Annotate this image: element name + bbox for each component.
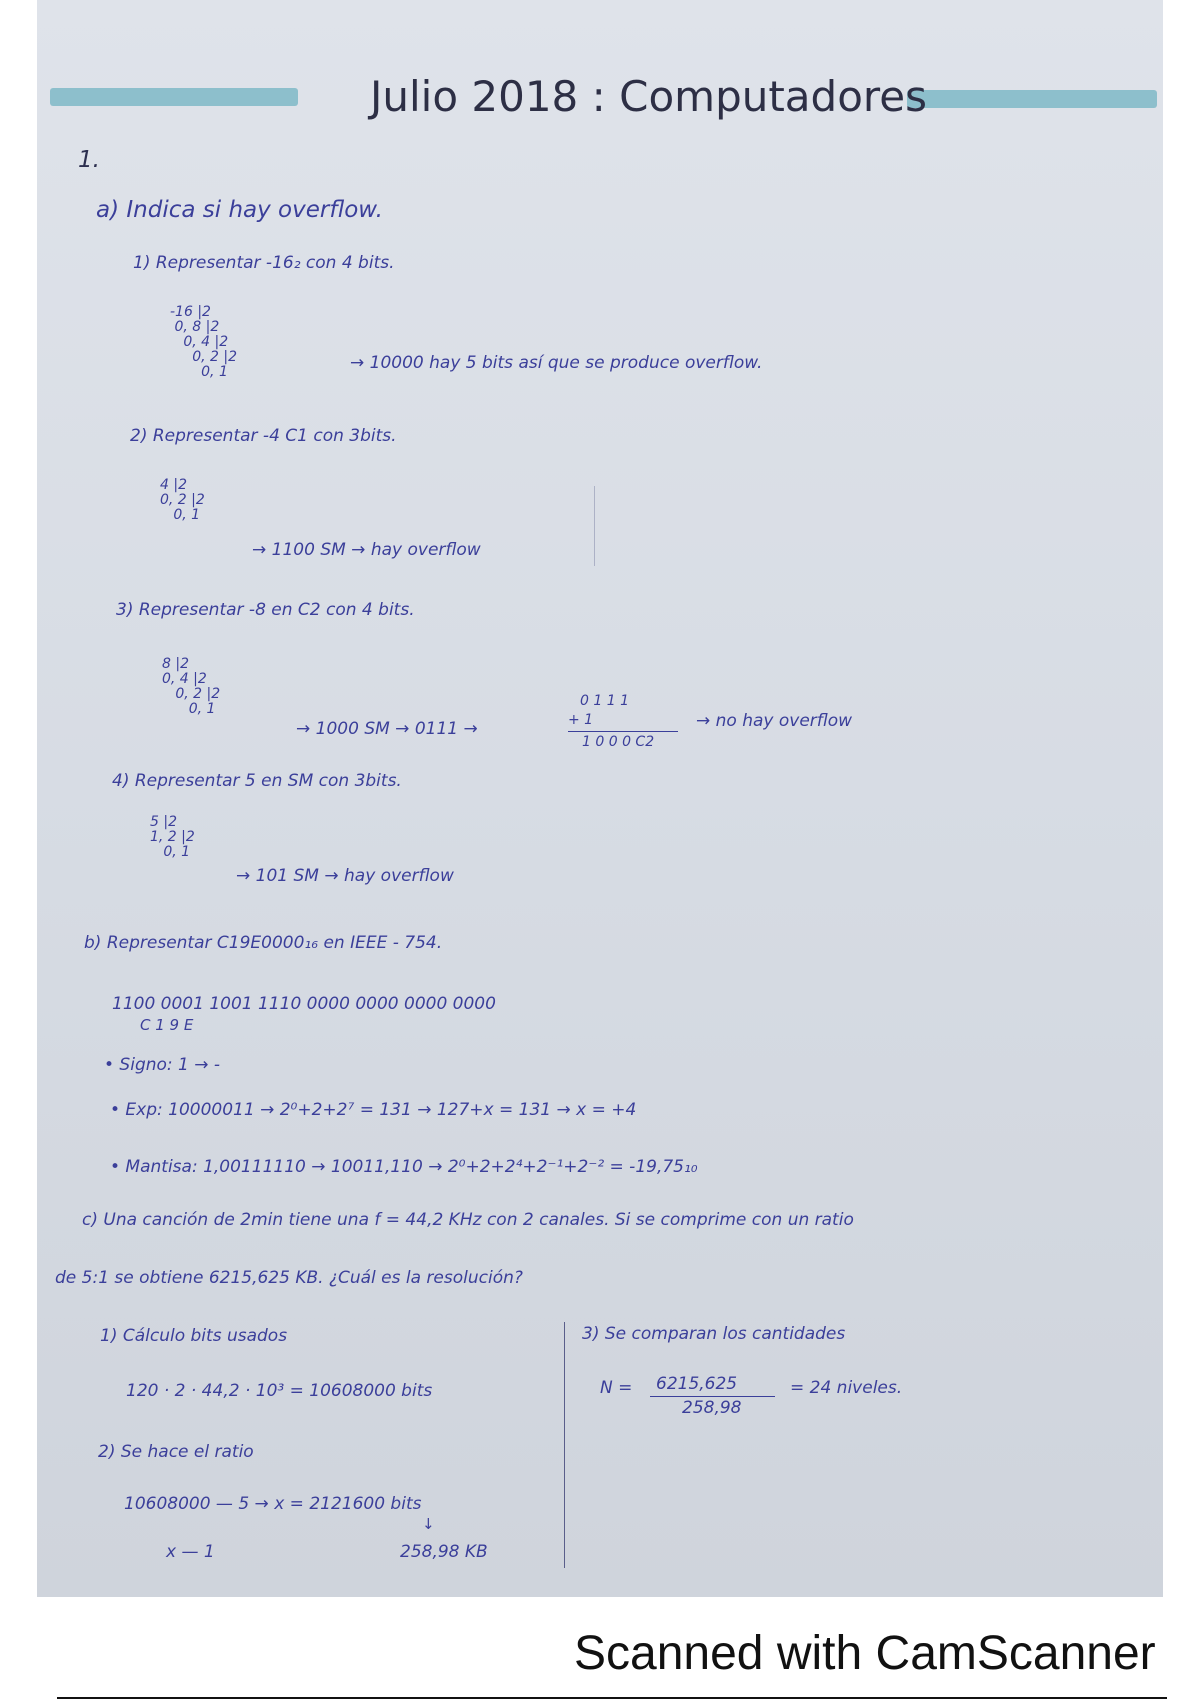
- c-step2-result: 258,98 KB: [400, 1542, 488, 1562]
- a3-sum-mid: + 1: [568, 712, 594, 728]
- c-step2-row2: x — 1: [166, 1542, 215, 1562]
- a1-title: 1) Representar -16₂ con 4 bits.: [133, 253, 395, 273]
- section-b-heading: b) Representar C19E0000₁₆ en IEEE - 754.: [84, 933, 443, 953]
- column-divider: [564, 1322, 565, 1568]
- a3-sum-line: [568, 731, 678, 732]
- b-bits: 1100 0001 1001 1110 0000 0000 0000 0000: [112, 994, 496, 1014]
- title-highlight-left: [50, 88, 298, 106]
- page-title: Julio 2018 : Computadores: [370, 72, 927, 121]
- a1-result: → 10000 hay 5 bits así que se produce overflow.: [350, 353, 763, 373]
- c-step1-title: 1) Cálculo bits usados: [100, 1326, 288, 1346]
- c-step3-fraction-line: [650, 1396, 775, 1397]
- a4-divisions: 5 |2 1, 2 |2 0, 1: [150, 814, 195, 860]
- c-step2-row1: 10608000 — 5 → x = 2121600 bits: [124, 1494, 422, 1514]
- a3-result: → 1000 SM → 0111 →: [296, 719, 478, 739]
- scanned-page: [37, 0, 1163, 1597]
- dotted-divider: [594, 486, 595, 566]
- a2-divisions: 4 |2 0, 2 |2 0, 1: [160, 477, 205, 523]
- b-hex: C 1 9 E: [140, 1016, 194, 1034]
- a3-title: 3) Representar -8 en C2 con 4 bits.: [116, 600, 415, 620]
- a3-sum-bottom: 1 0 0 0 C2: [582, 734, 655, 750]
- footer-rule: [57, 1697, 1167, 1699]
- section-c-heading-1: c) Una canción de 2min tiene una f = 44,2 KHz con 2 canales. Si se comprime con un ratio: [82, 1210, 854, 1230]
- a4-result: → 101 SM → hay overflow: [236, 866, 454, 886]
- a3-conclusion: → no hay overflow: [696, 711, 853, 731]
- c-step2-arrow: ↓: [422, 1515, 435, 1533]
- a3-sum-top: 0 1 1 1: [580, 693, 629, 709]
- a2-title: 2) Representar -4 C1 con 3bits.: [130, 426, 397, 446]
- c-step2-title: 2) Se hace el ratio: [98, 1442, 254, 1462]
- a1-divisions: -16 |2 0, 8 |2 0, 4 |2 0, 2 |2 0, 1: [170, 304, 238, 380]
- c-step1-calc: 120 · 2 · 44,2 · 10³ = 10608000 bits: [126, 1381, 433, 1401]
- c-step3-n: N =: [600, 1378, 633, 1398]
- c-step3-title: 3) Se comparan los cantidades: [582, 1324, 846, 1344]
- a3-divisions: 8 |2 0, 4 |2 0, 2 |2 0, 1: [162, 656, 221, 717]
- title-highlight-right: [907, 90, 1157, 108]
- a4-title: 4) Representar 5 en SM con 3bits.: [112, 771, 402, 791]
- section-c-heading-2: de 5:1 se obtiene 6215,625 KB. ¿Cuál es la resolución?: [55, 1268, 523, 1288]
- b-signo: • Signo: 1 → -: [104, 1055, 221, 1075]
- b-mantisa: • Mantisa: 1,00111110 → 10011,110 → 2⁰+2+2⁴+2⁻¹+2⁻² = -19,75₁₀: [110, 1157, 698, 1177]
- c-step3-numerator: 6215,625: [656, 1374, 738, 1394]
- scanner-watermark: Scanned with CamScanner: [574, 1627, 1156, 1680]
- question-number: 1.: [78, 147, 100, 173]
- a2-result: → 1100 SM → hay overflow: [252, 540, 481, 560]
- c-step3-result: = 24 niveles.: [790, 1378, 903, 1398]
- section-a-heading: a) Indica si hay overflow.: [96, 197, 383, 223]
- c-step3-denominator: 258,98: [682, 1398, 742, 1418]
- b-exp: • Exp: 10000011 → 2⁰+2+2⁷ = 131 → 127+x = 131 → x = +4: [110, 1100, 637, 1120]
